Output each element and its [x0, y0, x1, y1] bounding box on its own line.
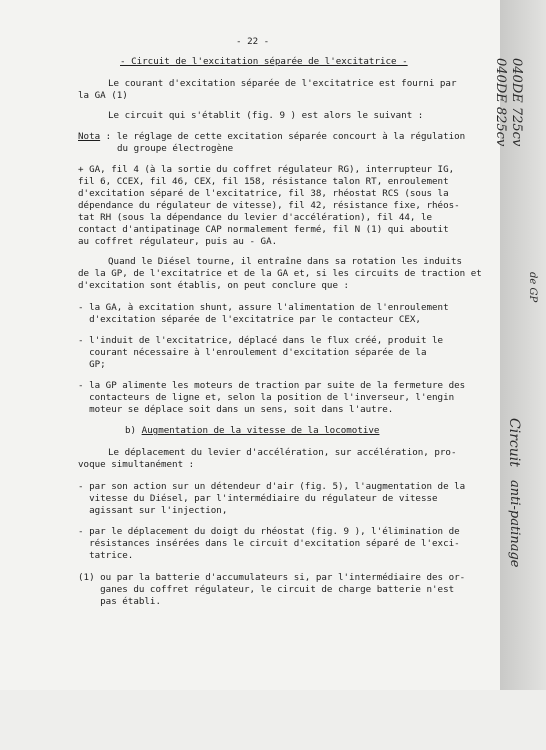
paragraph-line: de la GP, de l'excitatrice et de la GA et, si les circuits de traction et — [78, 268, 482, 279]
paragraph-line: voque simultanément : — [78, 459, 195, 470]
intro-line: Le courant d'excitation séparée de l'excitatrice est fourni par — [108, 78, 457, 89]
circuit-path-line: + GA, fil 4 (à la sortie du coffret régulateur RG), interrupteur IG, — [78, 164, 455, 175]
margin-model-825: 040DE 825cv — [493, 58, 508, 147]
nota-text: : le réglage de cette excitation séparée concourt à la régulation — [100, 131, 466, 142]
section-title: - Circuit de l'excitation séparée de l'excitatrice - — [120, 56, 408, 67]
paragraph-line: Le déplacement du levier d'accélération, sur accélération, pro- — [108, 447, 457, 458]
bullet-line: résistances insérées dans le circuit d'excitation séparé de l'exci- — [78, 538, 460, 549]
subsection-prefix: b) — [125, 425, 142, 436]
subsection-heading — [125, 425, 379, 437]
bullet-line: - la GP alimente les moteurs de traction par suite de la fermeture des — [78, 380, 466, 391]
circuit-path-line: d'excitation séparé de l'excitatrice, fil 38, rhéostat RCS (sous la — [78, 188, 449, 199]
bullet-line: - la GA, à excitation shunt, assure l'alimentation de l'enroulement — [78, 302, 449, 313]
bullet-line: moteur se déplace soit dans un sens, soit dans l'autre. — [78, 404, 394, 415]
bullet-line: - l'induit de l'excitatrice, déplacé dans le flux créé, produit le — [78, 335, 444, 346]
page-number: - 22 - — [236, 36, 270, 47]
circuit-path-line: fil 6, CCEX, fil 46, CEX, fil 158, résistance talon RT, enroulement — [78, 176, 449, 187]
nota-line — [78, 131, 465, 143]
circuit-path-line: au coffret régulateur, puis au - GA. — [78, 236, 278, 247]
bullet-line: GP; — [78, 359, 106, 370]
circuit-path-line: contact d'antipatinage CAP normalement fermé, fil N (1) qui aboutit — [78, 224, 449, 235]
margin-de-gp: de GP — [527, 272, 538, 303]
bullet-line: agissant sur l'injection, — [78, 505, 228, 516]
footnote-line: pas établi. — [78, 596, 161, 607]
nota-label: Nota — [78, 131, 101, 142]
bottom-strip — [0, 690, 546, 750]
subsection-title: Augmentation de la vitesse de la locomotive — [141, 425, 380, 436]
paragraph-line: d'excitation sont établis, on peut conclure que : — [78, 280, 350, 291]
circuit-intro: Le circuit qui s'établit (fig. 9 ) est alors le suivant : — [108, 110, 424, 121]
margin-anti-patinage: anti-patinage — [507, 480, 522, 568]
bullet-line: tatrice. — [78, 550, 134, 561]
circuit-path-line: tat RH (sous la dépendance du levier d'accélération), fil 44, le — [78, 212, 433, 223]
margin-model-725: 040DE 725cv — [509, 58, 524, 147]
circuit-path-line: dépendance du régulateur de vitesse), fil 42, résistance fixe, rhéos- — [78, 200, 460, 211]
footnote-line: (1) ou par la batterie d'accumulateurs si, par l'intermédiaire des or- — [78, 572, 466, 583]
bullet-line: vitesse du Diésel, par l'intermédiaire du régulateur de vitesse — [78, 493, 438, 504]
bullet-line: courant nécessaire à l'enroulement d'excitation séparée de la — [78, 347, 427, 358]
bullet-line: - par son action sur un détendeur d'air (fig. 5), l'augmentation de la — [78, 481, 466, 492]
bullet-line: contacteurs de ligne et, selon la position de l'inverseur, l'engin — [78, 392, 455, 403]
margin-circuit: Circuit — [506, 418, 522, 467]
paragraph-line: Quand le Diésel tourne, il entraîne dans sa rotation les induits — [108, 256, 463, 267]
footnote-line: ganes du coffret régulateur, le circuit de charge batterie n'est — [78, 584, 455, 595]
bullet-line: d'excitation séparée de l'excitatrice par le contacteur CEX, — [78, 314, 421, 325]
intro-line: la GA (1) — [78, 90, 128, 101]
nota-line: du groupe électrogène — [117, 143, 234, 154]
bullet-line: - par le déplacement du doigt du rhéostat (fig. 9 ), l'élimination de — [78, 526, 460, 537]
